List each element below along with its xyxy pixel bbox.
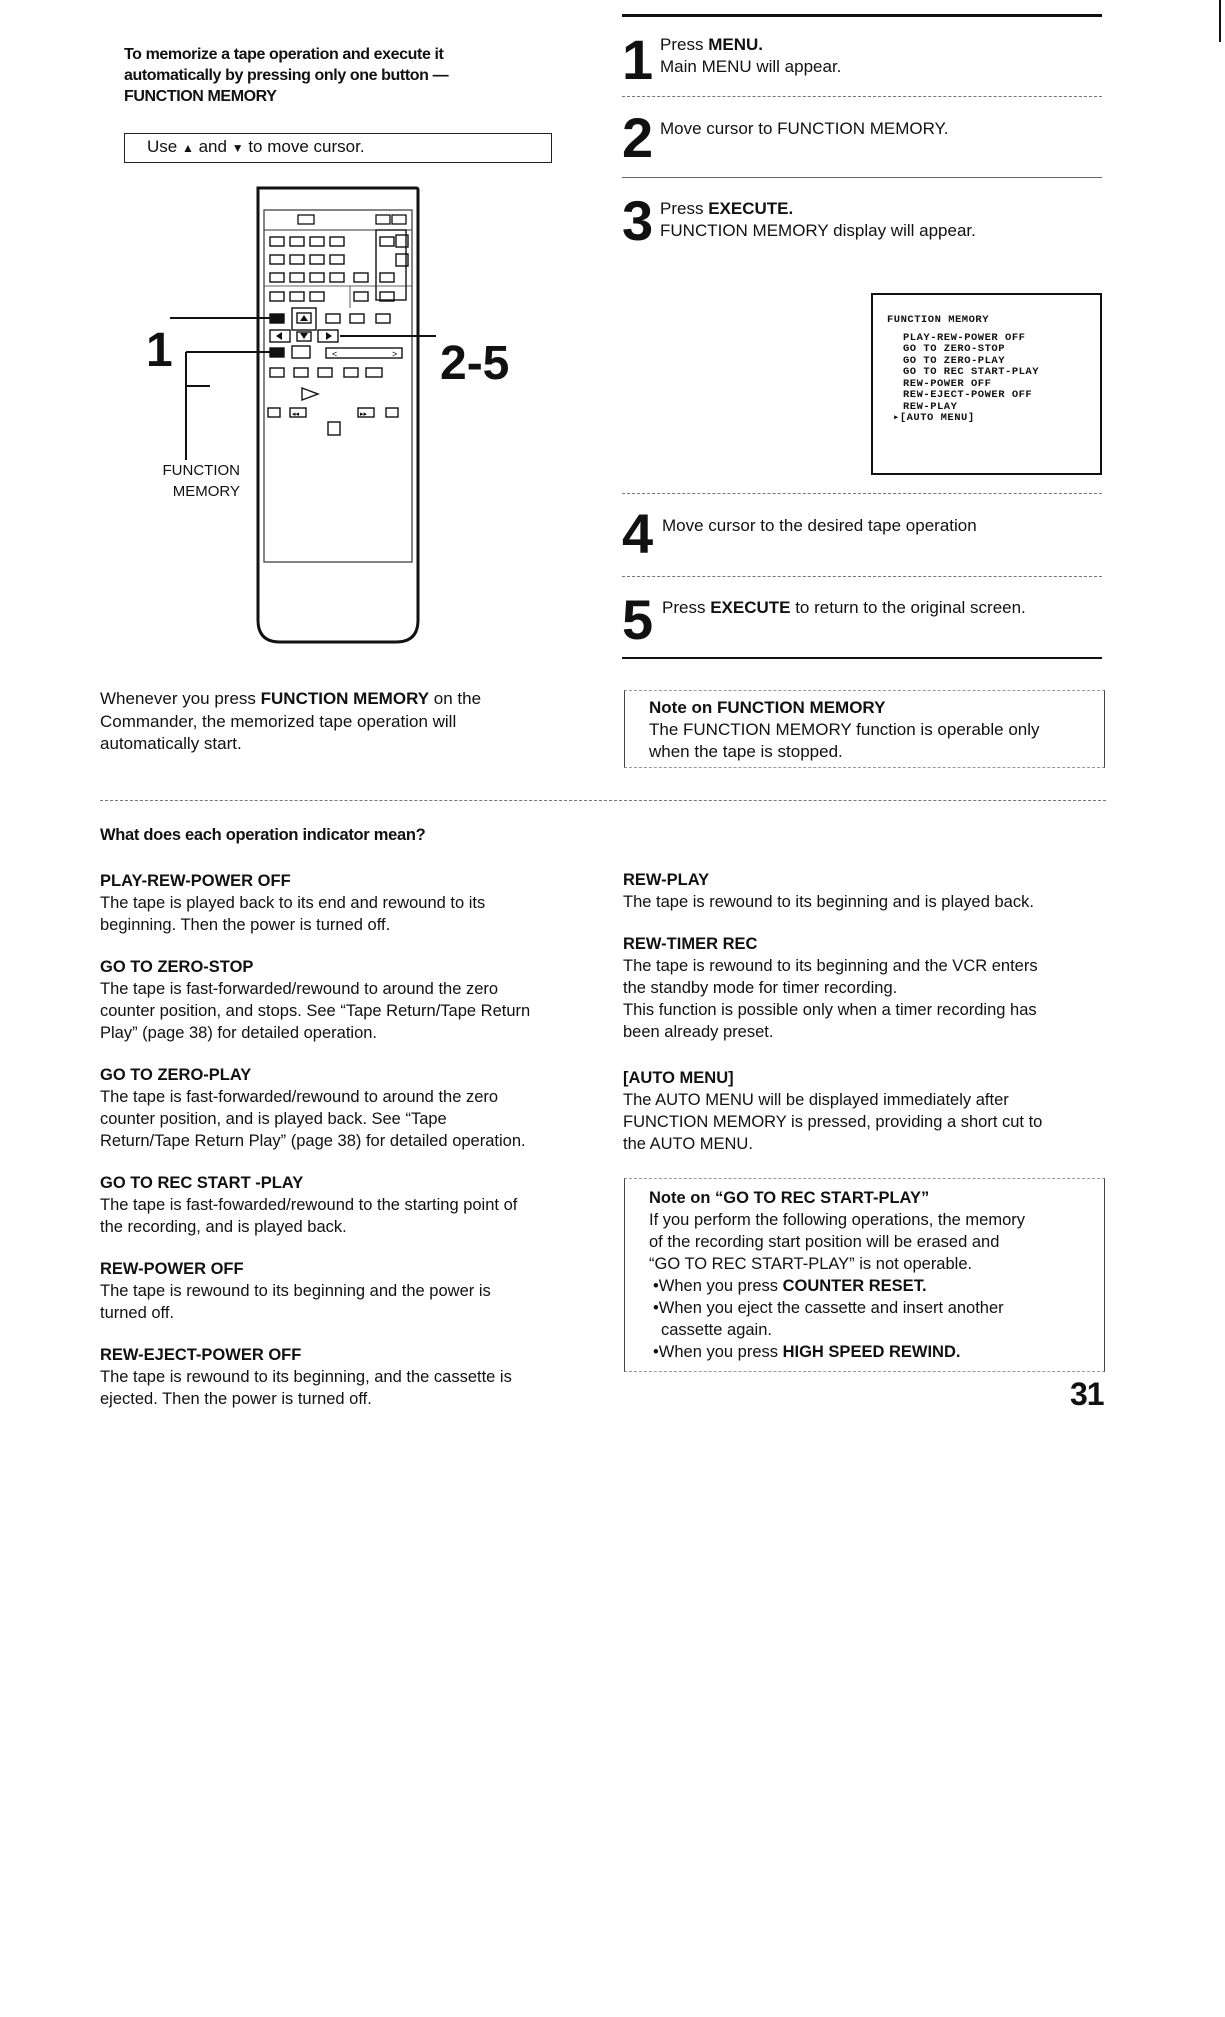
note-rec-start-box — [624, 1178, 1105, 1372]
indicator-text: The tape is rewound to its beginning and the power is — [100, 1282, 491, 1300]
step-5-number: 5 — [622, 588, 652, 651]
note-function-memory-box — [624, 690, 1105, 768]
indicator-title: REW-TIMER REC — [623, 935, 758, 953]
callout-step-1: 1 — [146, 324, 173, 377]
intro-line-1: To memorize a tape operation and execute it — [124, 46, 444, 63]
steps-top-rule — [622, 14, 1102, 17]
indicator-text: The tape is rewound to its beginning and is played back. — [623, 893, 1034, 911]
step-5-pre: Press — [662, 598, 711, 617]
whenever-line-2: Commander, the memorized tape operation will — [100, 711, 457, 731]
note-function-memory-line-1: The FUNCTION MEMORY function is operable only — [649, 720, 1040, 739]
svg-text:>: > — [392, 349, 398, 359]
indicator-text: The tape is rewound to its beginning and the VCR enters — [623, 957, 1038, 975]
step-1-pre: Press — [660, 35, 709, 54]
note-bullet-pre: •When you press — [653, 1343, 783, 1361]
step-1-text — [660, 34, 841, 78]
note-bullet — [649, 1297, 1090, 1341]
whenever-paragraph — [100, 688, 540, 756]
whenever-line-3: automatically start. — [100, 734, 242, 753]
function-memory-button-label — [140, 460, 240, 502]
indicator-section — [100, 1064, 590, 1152]
callout-steps-2-5: 2-5 — [440, 337, 510, 390]
indicator-text: Play” (page 38) for detailed operation. — [100, 1024, 378, 1042]
note-function-memory-line-2: when the tape is stopped. — [649, 742, 843, 761]
step-3-pre: Press — [660, 199, 709, 218]
osd-item: GO TO ZERO-STOP — [903, 343, 1006, 355]
left-indicator-column — [100, 870, 590, 1430]
step-divider — [622, 576, 1102, 577]
osd-item: REW-EJECT-POWER OFF — [903, 389, 1033, 401]
steps-bottom-rule — [622, 657, 1102, 659]
step-divider — [622, 177, 1102, 178]
indicator-text: the AUTO MENU. — [623, 1135, 753, 1153]
indicator-title: REW-EJECT-POWER OFF — [100, 1346, 302, 1364]
cursor-hint-pre: Use — [147, 137, 178, 156]
intro-line-2: automatically by pressing only one button — — [124, 67, 449, 84]
indicator-title: [AUTO MENU] — [623, 1069, 734, 1087]
indicator-title: PLAY-REW-POWER OFF — [100, 872, 291, 890]
indicator-title: GO TO ZERO-STOP — [100, 958, 254, 976]
osd-item: REW-POWER OFF — [903, 377, 992, 390]
indicator-section — [100, 1344, 590, 1410]
step-divider — [622, 96, 1102, 97]
indicator-text: The AUTO MENU will be displayed immediately after — [623, 1091, 1009, 1109]
right-indicator-column — [623, 869, 1113, 1175]
intro-line-3: FUNCTION MEMORY — [124, 88, 277, 105]
step-5-bold: EXECUTE — [710, 598, 791, 617]
indicator-text: The tape is fast-forwarded/rewound to around the zero — [100, 980, 499, 998]
osd-title: FUNCTION MEMORY — [887, 314, 990, 326]
up-arrow-icon: ▲ — [181, 141, 194, 155]
step-3-number: 3 — [622, 189, 652, 252]
note-bullet — [649, 1341, 1090, 1363]
indicator-section — [100, 870, 590, 936]
note-bullet-pre: •When you press — [653, 1277, 783, 1295]
step-divider — [622, 493, 1102, 494]
section-divider — [100, 800, 1106, 801]
intro-heading — [124, 44, 448, 107]
step-5-text — [662, 597, 1026, 619]
osd-item: GO TO ZERO-PLAY — [903, 354, 1006, 367]
osd-item: GO TO REC START-PLAY — [903, 366, 1040, 378]
indicator-section — [100, 1258, 590, 1324]
indicator-text: counter position, and stops. See “Tape Return/Tape Return — [100, 1002, 531, 1020]
step-1-number: 1 — [622, 28, 652, 91]
note-bullet-cont: cassette again. — [661, 1321, 772, 1339]
whenever-bold: FUNCTION MEMORY — [260, 689, 430, 708]
step-1-bold: MENU. — [708, 35, 763, 54]
svg-text:▸▸: ▸▸ — [360, 411, 368, 418]
indicator-text: The tape is rewound to its beginning, and the cassette is — [100, 1368, 512, 1386]
indicator-text: Return/Tape Return Play” (page 38) for detailed operation. — [100, 1132, 526, 1150]
indicator-text: The tape is fast-forwarded/rewound to around the zero — [100, 1088, 499, 1106]
remote-commander-diagram — [140, 180, 560, 650]
indicator-text: counter position, and is played back. See “Tape — [100, 1110, 447, 1128]
indicator-heading: What does each operation indicator mean? — [100, 826, 426, 844]
note-bullet-pre: •When you eject the cassette and insert another — [653, 1299, 1004, 1317]
step-4-text: Move cursor to the desired tape operation — [662, 516, 977, 535]
cursor-hint-box — [124, 133, 552, 163]
note-bullet-bold: COUNTER RESET. — [782, 1277, 927, 1295]
indicator-section — [623, 933, 1113, 1043]
note-rec-start-line: If you perform the following operations, the memory — [649, 1211, 1026, 1229]
step-1-line2: Main MENU will appear. — [660, 57, 842, 76]
note-rec-start-line: of the recording start position will be erased and — [649, 1233, 1000, 1251]
step-3-text — [660, 198, 976, 242]
step-3-line2: FUNCTION MEMORY display will appear. — [660, 221, 976, 240]
osd-item: REW-PLAY — [903, 400, 958, 413]
step-4-number: 4 — [622, 502, 652, 565]
indicator-title: GO TO REC START -PLAY — [100, 1174, 304, 1192]
osd-item-selected: ▸[AUTO MENU] — [893, 412, 975, 424]
svg-text:◂◂: ◂◂ — [292, 411, 300, 418]
scan-edge-mark — [1219, 0, 1221, 42]
indicator-title: GO TO ZERO-PLAY — [100, 1066, 252, 1084]
indicator-text: the recording, and is played back. — [100, 1218, 347, 1236]
indicator-text: been already preset. — [623, 1023, 774, 1041]
down-arrow-icon: ▼ — [231, 141, 244, 155]
note-bullet-bold: HIGH SPEED REWIND. — [782, 1343, 961, 1361]
indicator-text: beginning. Then the power is turned off. — [100, 916, 391, 934]
step-2-text: Move cursor to FUNCTION MEMORY. — [660, 119, 949, 138]
svg-text:<: < — [332, 349, 338, 359]
function-memory-label-line-1: FUNCTION — [162, 462, 240, 479]
step-2-number: 2 — [622, 106, 652, 169]
step-5-post: to return to the original screen. — [790, 598, 1026, 617]
cursor-hint-and: and — [198, 137, 227, 156]
indicator-text: The tape is fast-fowarded/rewound to the starting point of — [100, 1196, 518, 1214]
indicator-text: the standby mode for timer recording. — [623, 979, 898, 997]
cursor-hint-post: to move cursor. — [248, 137, 365, 156]
note-rec-start-title: Note on “GO TO REC START-PLAY” — [649, 1189, 930, 1207]
indicator-section — [100, 956, 590, 1044]
indicator-section — [623, 1067, 1113, 1155]
whenever-pre: Whenever you press — [100, 689, 261, 708]
indicator-text: turned off. — [100, 1304, 175, 1322]
page-number: 31 — [1070, 1376, 1104, 1412]
indicator-section — [623, 869, 1113, 913]
step-3-bold: EXECUTE. — [708, 199, 794, 218]
whenever-post: on the — [429, 689, 482, 708]
note-bullet — [649, 1275, 1090, 1297]
indicator-text: This function is possible only when a timer recording has — [623, 1001, 1037, 1019]
osd-item: PLAY-REW-POWER OFF — [903, 331, 1026, 344]
indicator-text: ejected. Then the power is turned off. — [100, 1390, 372, 1408]
function-memory-osd-display — [871, 293, 1102, 475]
indicator-title: REW-POWER OFF — [100, 1260, 244, 1278]
indicator-section — [100, 1172, 590, 1238]
note-function-memory-title: Note on FUNCTION MEMORY — [649, 698, 886, 717]
function-memory-label-line-2: MEMORY — [172, 483, 240, 500]
indicator-text: FUNCTION MEMORY is pressed, providing a short cut to — [623, 1113, 1043, 1131]
indicator-title: REW-PLAY — [623, 871, 710, 889]
indicator-text: The tape is played back to its end and rewound to its — [100, 894, 486, 912]
note-rec-start-line: “GO TO REC START-PLAY” is not operable. — [649, 1255, 973, 1273]
